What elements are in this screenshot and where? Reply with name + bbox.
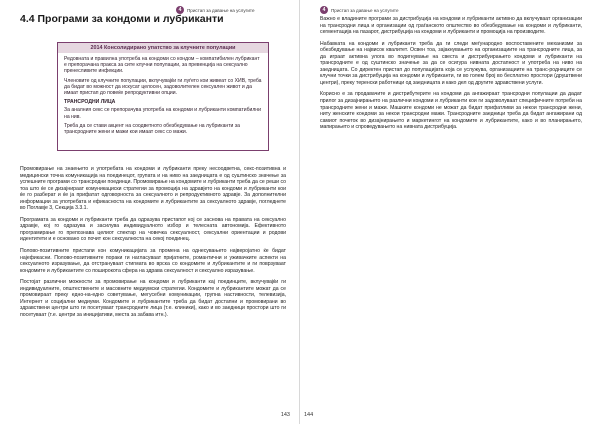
right-page <box>300 0 600 424</box>
left-body-text <box>20 166 286 323</box>
guideline-subheading: ТРАНСРОДНИ ЛИЦА <box>64 99 116 106</box>
body-paragraph: Програмата за кондоми и лубриканти треба да одразува пристапот кој се заснова на правата на сексуално здравје, кој го одразува и засилува индивидуалното избор и телесната автономија. Ефективното програмирање го препознава целиот спектар на човечка сексуалност, сексуални ориентации и родови идентитети и е основано со почит кон сексуалноста на секој поединец. <box>20 216 286 243</box>
running-header <box>320 6 399 14</box>
page-number: 143 <box>280 412 290 418</box>
body-paragraph: Полово-позитивните пристапи кон комуникацијата за промена на однесувањето најверојатно ќе бидат најефикасни. Полово-позитивните пораки ги нагласуваат пријатните, романтични и уживачките аспекти на сексуалното изразување, да отстрануваат стигмата во врска со кондомите и лубрикантите и ги поврзуваат кондомите и лубрикантите со поширокота сфера на здрава сексуалност и сексуално изразување. <box>20 248 286 274</box>
chapter-badge: 4 <box>320 6 328 14</box>
body-paragraph: Набавката на кондоми и лубриканти треба да ги следи меѓународно воспоставените механизми за обезбедување на највисок квалитет. Освен тоа, зајакнувањето на организациите на трансродните лица, за да играат активна улога во подигнување на свеста и дистрибуирањето кондоми и лубриканти на трансродните е од суштинско значење за да се осигура нивната достапност и употреба на ниво на заедницата. Со директен пристап до популацијата која се услужува, организациите на транс-родниците се клучни точки за дистрибуција на кондоми и лубриканти, ги во голем број во бесплатно простори (друштвени центри), преку теренски работници од заедницата и како дел од другите здравствени услуги. <box>320 40 582 86</box>
guideline-paragraph: Членовите од клучните популации, вклучувајќи ги луѓето кои живеат со ХИВ, треба да бидат во можност да искусат целосен, задоволителен сексуален живот и да имаат пристап до повеќе репродуктивни опции. <box>64 77 262 97</box>
chapter-badge: 4 <box>176 6 184 14</box>
guideline-paragraph: За аналния секс се препорачува употреба на кондоми и лубриканти компатибилни на нив. <box>64 107 261 120</box>
running-header-text: Пристап за давање на услугите <box>187 7 255 13</box>
right-body-text <box>320 16 582 136</box>
guideline-box-title: 2014 Консолидирано упатство за клучните популации <box>58 43 268 53</box>
guideline-box <box>57 42 269 151</box>
body-paragraph: Промовирање на знаењето и употребата на кондоми и лубриканти преку несоодветна, секс-позитивна и медицински точна комуникација на поединецот, групата и на ниво на заедницата е од суштинско значење за успешните програми со трансродни поединци. Промовирање на кондомите и лубриканти треба да се реши со тоа што ќе се дизајнираат комуникациски стратегии за промоција на здравјето на кондоми и лубриканти кои ќе го разберат и ќе ја прифатат одговорноста за сексуалното и репродуктивното здравје. За дополнителни информации за употребата и ефикасноста на кондомите и лубрикантите за сексуалното здравје, погледнете во Поглавје 3, Секција 3.3.1. <box>20 166 286 212</box>
body-paragraph: Постојат различни можности за промовирање на кондоми и лубриканти кај поединците, вклучувајќи ги индивидуалните, општествените и масовните медиумски стратегии. Кондомите и лубрикантите можат да се промовираат преку едно-на-едно советување, мегусебни комуникации, групна настивности, телевизија, Интернет и социјални медиуми. Кондомите и лубрикантите треба да бидат достапни и промовирани во здравствени центри што ги посетуваат трансродните лица (т.е. клиники), како и во заедници простори што ги посетуваат (т.е. центри за иницијативи, места за забава итн.). <box>20 279 286 318</box>
guideline-paragraph: Треба да се стави акцент на соодветното обезбедување на лубриканти за трансродните жени и мажи кои имаат секс со мажи. <box>64 122 240 136</box>
page-number: 144 <box>304 412 314 418</box>
running-header-text: Пристап за давање на услугите <box>331 7 399 13</box>
body-paragraph: Корисно е за продавачите и дистрибутерите на кондоми да ангажираат трансродни популации да дадат прилог за дизајнирањето на различни кондоми и лубриканти кои ги задоволуваат специфичните потреби на трансродните жени и мажи. Машките кондоми не можат да бидат прифатливи за некои трансродни жени, ниту женските кондоми за некои трансродни мажи. Трансродните заедници треба да бидат ангажирани од самиот почеток во дизајнирањето и маркетингот на кондомите и лубрикантите, како и во планирањето, мапирањето и спроведувањето на нивната дистрибуција. <box>320 91 582 131</box>
body-paragraph: Важно е владините програми за дистрибуција на кондоми и лубриканти активно да вклучуваат организации на трансродни лица и организации од граѓанското општество во обезбедување на кондоми и лубриканти, сегментација на пазарот, дистрибуција на кондоми и лубриканти и промоција на производите. <box>320 16 582 36</box>
guideline-paragraph: Редовната и правилна употреба на кондоми со кондом – компатибилен лубрикант е препорачана пракса за сите клучни популации, за превенција на сексуално пренесливите инфекции. <box>64 56 260 75</box>
section-title: 4.4 Програми за кондоми и лубриканти <box>20 13 224 25</box>
